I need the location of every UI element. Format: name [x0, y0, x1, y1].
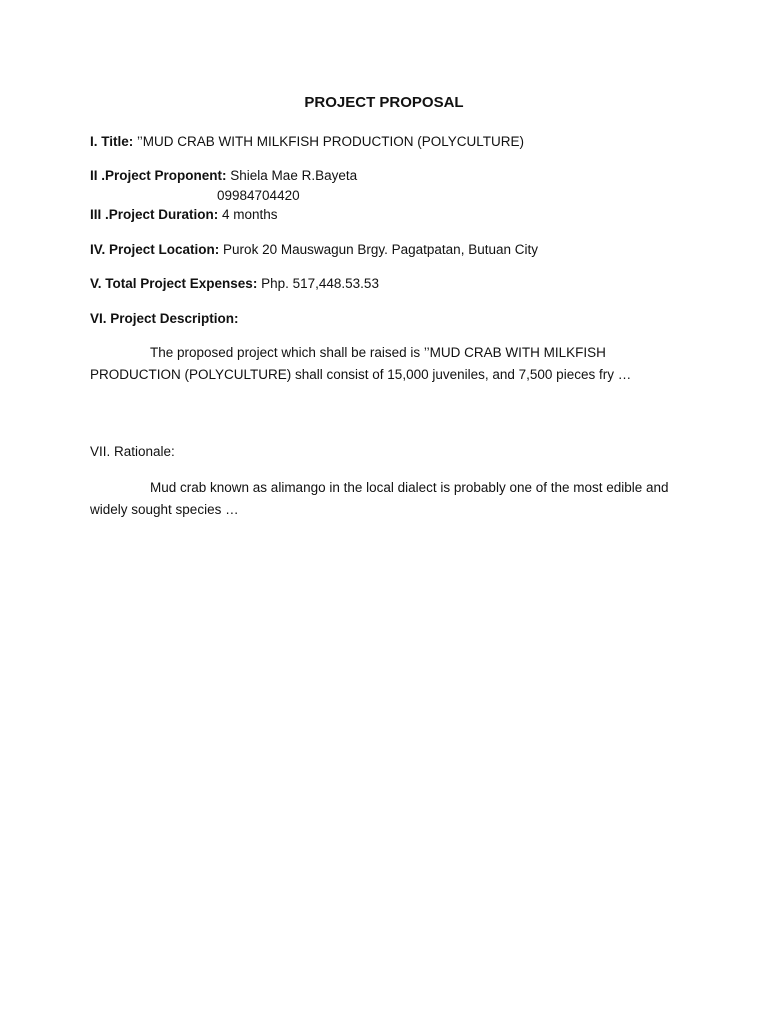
rationale-excerpt: Mud crab known as alimango in the local dialect is probably one of the most edible and widely sought species … — [90, 480, 669, 517]
description-heading: VI. Project Description: — [90, 311, 239, 326]
location-field — [90, 242, 538, 257]
title-field — [90, 134, 524, 149]
proponent-label: II .Project Proponent: — [90, 168, 227, 183]
title-value: ’’MUD CRAB WITH MILKFISH PRODUCTION (POLYCULTURE) — [137, 134, 525, 149]
duration-label: III .Project Duration: — [90, 207, 219, 222]
rationale-heading: VII. Rationale: — [90, 444, 175, 459]
duration-value: 4 months — [222, 207, 278, 222]
proponent-phone: 09984704420 — [217, 188, 300, 203]
document-title: PROJECT PROPOSAL — [304, 94, 464, 111]
expenses-field — [90, 276, 379, 291]
title-label: I. Title: — [90, 134, 134, 149]
duration-field — [90, 207, 278, 222]
location-value: Purok 20 Mauswagun Brgy. Pagatpatan, Butuan City — [223, 242, 538, 257]
proponent-name: Shiela Mae R.Bayeta — [230, 168, 358, 183]
location-label: IV. Project Location: — [90, 242, 220, 257]
expenses-value: Php. 517,448.53.53 — [261, 276, 379, 291]
proponent-field — [90, 168, 357, 183]
description-excerpt: The proposed project which shall be raised is ’’MUD CRAB WITH MILKFISH PRODUCTION (POLYCULTURE) shall consist of 15,000 juveniles, and 7,500 pieces fry … — [90, 345, 632, 382]
expenses-label: V. Total Project Expenses: — [90, 276, 258, 291]
